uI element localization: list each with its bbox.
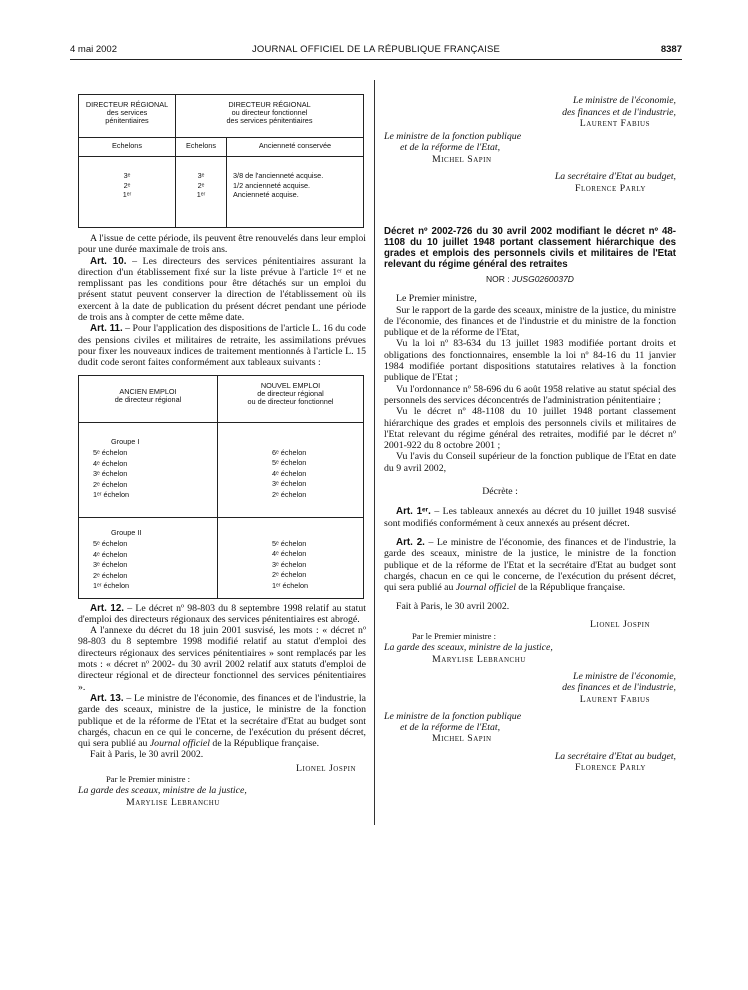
col-old-echelons xyxy=(79,157,176,228)
table2-header-1 xyxy=(79,375,218,422)
group-label: Groupe II xyxy=(111,527,142,537)
cell: 4ᵉ échelon xyxy=(272,468,307,478)
cell: 1ᵉʳ échelon xyxy=(93,490,130,500)
th-line: DIRECTEUR RÉGIONAL xyxy=(228,100,311,109)
cell: 4ᵉ échelon xyxy=(93,549,128,559)
cell: 6ᵉ échelon xyxy=(272,447,307,457)
fp-title: et de la réforme de l'Etat, xyxy=(400,142,501,153)
bud-title: La secrétaire d'Etat au budget, xyxy=(554,750,676,762)
article-label: Art. 13. xyxy=(90,692,124,704)
th-line: ou directeur fonctionnel xyxy=(231,108,308,117)
cell: 5ᵉ échelon xyxy=(272,538,307,548)
th-line: ANCIEN EMPLOI xyxy=(119,386,177,396)
cell: 1ᵉʳ échelon xyxy=(93,581,130,591)
col-new-echelons xyxy=(176,157,227,228)
th-line: pénitentiaires xyxy=(105,116,149,125)
article-12 xyxy=(78,603,366,626)
right-top-signatures xyxy=(384,95,676,194)
th-line: DIRECTEUR RÉGIONAL xyxy=(85,100,169,109)
group-label: Groupe I xyxy=(111,436,140,446)
bud-name: Florence Parly xyxy=(575,182,646,194)
cell: 1ᵉʳ xyxy=(122,190,132,199)
paragraph: A l'issue de cette période, ils peuvent être renouvelés dans leur emploi pour une durée maximale de trois ans. xyxy=(78,233,366,256)
table1-header-2 xyxy=(176,95,364,138)
article-text: – Les tableaux annexés au décret du 10 juillet 1948 susvisé sont modifiés conformément à ceux annexés au présent décret. xyxy=(384,506,676,529)
cell: 2ᵉ xyxy=(197,180,205,190)
fait-a-paris: Fait à Paris, le 30 avril 2002. xyxy=(90,749,204,761)
col-anciennete xyxy=(227,157,364,228)
article-text: – Pour l'application des dispositions de l'article L. 16 du code des pensions civiles et militaires de retraite, les assimilations prévues pour fixer les nouveaux indices de traitement mentionnés à l'article L. 15 dudit code seront faites conformément aux tableaux suivants : xyxy=(78,323,366,369)
bud-title: La secrétaire d'Etat au budget, xyxy=(554,171,676,182)
cell: 5ᵉ échelon xyxy=(93,539,128,549)
th-echelons: Echelons xyxy=(79,138,176,157)
decret-title: Décret nº 2002-726 du 30 avril 2002 modifiant le décret nº 48-1108 du 10 juillet 1948 portant classement hiérarchique des grades et emplois des personnels civils et militaires de l'Etat relevant du régime général des retraites xyxy=(384,226,676,270)
article-13 xyxy=(78,693,366,749)
bud-name: Florence Parly xyxy=(575,761,646,773)
cell: 5ᵉ échelon xyxy=(93,448,128,458)
par-le-premier-ministre: Par le Premier ministre : xyxy=(106,774,191,785)
visa: Vu l'ordonnance nº 58-696 du 6 août 1958 relative au statut spécial des personnels des services déconcentrés de l'administration pénitentiaire ; xyxy=(384,383,676,406)
eco-name: Laurent Fabius xyxy=(579,118,650,129)
cell: 3ᵉ échelon xyxy=(272,559,307,569)
decret-block xyxy=(384,226,676,773)
paragraph-annexe: A l'annexe du décret du 18 juin 2001 susvisé, les mots : « décret nº 98-803 du 8 septembre 1998 modifié relatif au statut d'emploi des directeurs régionaux des services pénitentiaires » sont remplacés par les mots : « décret nº 2002- du 30 avril 2002 relatif aux statuts d'emploi de directeur régional et de directeur fonctionnel des services pénitentiaires ». xyxy=(78,625,366,693)
article-10 xyxy=(78,256,366,324)
eco-name: Laurent Fabius xyxy=(579,693,650,705)
th-line: ou de directeur fonctionnel xyxy=(247,396,334,406)
article-1 xyxy=(384,506,676,529)
cell: 1/2 ancienneté acquise. xyxy=(233,180,311,190)
premier-ministre: Le Premier ministre, xyxy=(396,293,477,305)
article-text: de la République française. xyxy=(515,582,626,594)
eco-title: des finances et de l'industrie, xyxy=(562,682,676,694)
cell: Ancienneté acquise. xyxy=(233,190,299,199)
th-line: des services pénitentiaires xyxy=(226,116,313,125)
article-11 xyxy=(78,323,366,368)
garde-title: La garde des sceaux, ministre de la justice, xyxy=(384,642,553,654)
cell: 2ᵉ échelon xyxy=(93,570,128,580)
cell: 1ᵉʳ xyxy=(196,190,206,199)
journal-title: JOURNAL OFFICIEL DE LA RÉPUBLIQUE FRANÇAISE xyxy=(251,44,501,55)
article-label: Art. 10. xyxy=(90,255,127,267)
cell: 2ᵉ xyxy=(123,180,131,190)
cell: 3ᵉ échelon xyxy=(272,479,307,489)
article-2 xyxy=(384,537,676,593)
journal-officiel: Journal officiel xyxy=(455,582,516,594)
cell: 2ᵉ échelon xyxy=(93,479,128,489)
visa: Sur le rapport de la garde des sceaux, ministre de la justice, du ministre de l'économie, des finances et de l'industrie et du ministre de la fonction publique et de la réforme de l'Etat, xyxy=(384,304,676,339)
cell: 3ᵉ échelon xyxy=(93,560,128,570)
th-line: NOUVEL EMPLOI xyxy=(260,380,321,390)
fp-name: Michel Sapin xyxy=(432,153,492,165)
cell: 5ᵉ échelon xyxy=(272,458,307,468)
group1-old xyxy=(79,422,218,517)
eco-title: Le ministre de l'économie, xyxy=(573,670,676,682)
group2-old xyxy=(79,517,218,598)
nor-label: NOR : xyxy=(486,274,513,284)
eco-title: des finances et de l'industrie, xyxy=(562,106,676,118)
th-echelons: Echelons xyxy=(176,138,227,157)
cell: 3ᵉ échelon xyxy=(93,469,128,479)
group2-new xyxy=(218,517,364,598)
cell: 2ᵉ échelon xyxy=(272,489,307,499)
article-text: – Le décret nº 98-803 du 8 septembre 1998 relatif au statut d'emploi des directeurs régionaux des services pénitentiaires est abrogé. xyxy=(78,602,366,625)
group1-new xyxy=(218,422,364,517)
left-column xyxy=(78,94,366,808)
visa: Vu la loi nº 83-634 du 13 juillet 1983 modifiée portant droits et obligations des fonctionnaires, ensemble la loi nº 84-16 du 11 janvier 1984 modifiée portant dispositions statutaires relatives à la fonction publique de l'Etat ; xyxy=(384,338,676,384)
cell: 4ᵉ échelon xyxy=(272,549,307,559)
fait-a-paris: Fait à Paris, le 30 avril 2002. xyxy=(396,601,510,613)
th-line: de directeur régional xyxy=(114,394,182,404)
journal-officiel: Journal officiel xyxy=(149,738,210,750)
fp-name: Michel Sapin xyxy=(432,733,492,745)
article-label: Art. 12. xyxy=(90,602,124,614)
article-label: Art. 11. xyxy=(90,323,123,335)
article-text: – Le ministre de l'économie, des finances et de l'industrie, la garde des sceaux, ministre de la justice, le ministre de la fonction publique et de la réforme de l'Etat et la secrétaire d'Etat au budget sont chargés, chacun en ce qui le concerne, de l'exécution du présent décret, qui sera publié au xyxy=(384,536,677,594)
nor-code: JUSG0260037D xyxy=(512,274,574,284)
article-text: de la République française. xyxy=(209,738,320,750)
table-groupes xyxy=(78,375,364,599)
cell: 1ᵉʳ échelon xyxy=(272,580,309,590)
article-label: Art. 2. xyxy=(396,536,425,548)
fp-title: et de la réforme de l'Etat, xyxy=(400,722,501,734)
decrete: Décrète : xyxy=(482,486,518,498)
nor-line xyxy=(384,274,676,285)
cell: 2ᵉ échelon xyxy=(272,570,307,580)
table2-header-2 xyxy=(218,375,364,422)
fp-title: Le ministre de la fonction publique xyxy=(384,710,522,722)
garde-name: Marylise Lebranchu xyxy=(126,796,220,808)
table1-header-1 xyxy=(79,95,176,138)
visa: Vu le décret nº 48-1108 du 10 juillet 1948 portant classement hiérarchique des grades et emplois des personnels civils et militaires de l'Etat relevant du régime général des retraites, modifié par le décret nº 2001-922 du 8 octobre 2001 ; xyxy=(384,406,676,452)
th-line: de directeur régional xyxy=(257,388,324,398)
column-divider xyxy=(374,80,375,825)
article-text: – Le ministre de l'économie, des finances et de l'industrie, la garde des sceaux, ministre de la justice, le ministre de la fonction publique et de la réforme de l'Etat et la secrétaire d'Etat au budget sont chargés, chacun en ce qui le concerne, de l'exécution du présent décret, qui sera publié au xyxy=(78,692,366,750)
th-anciennete: Ancienneté conservée xyxy=(227,138,364,157)
page-header xyxy=(70,44,682,58)
garde-title: La garde des sceaux, ministre de la justice, xyxy=(78,785,247,797)
garde-name: Marylise Lebranchu xyxy=(432,653,526,665)
table-echelons xyxy=(78,94,364,228)
par-le-premier-ministre: Par le Premier ministre : xyxy=(412,631,497,642)
header-rule xyxy=(70,59,682,60)
signature-pm: Lionel Jospin xyxy=(590,618,650,630)
signature-pm: Lionel Jospin xyxy=(296,762,356,774)
cell: 3ᵉ xyxy=(197,171,205,180)
cell: 3ᵉ xyxy=(123,171,131,180)
page-number: 8387 xyxy=(660,44,682,55)
visa: Vu l'avis du Conseil supérieur de la fonction publique de l'Etat en date du 9 avril 2002, xyxy=(384,451,676,474)
header-date: 4 mai 2002 xyxy=(70,44,118,55)
cell: 3/8 de l'ancienneté acquise. xyxy=(233,171,324,180)
eco-title: Le ministre de l'économie, xyxy=(573,95,676,106)
th-line: des services xyxy=(106,108,148,117)
article-label: Art. 1ᵉʳ. xyxy=(396,506,431,518)
fp-title: Le ministre de la fonction publique xyxy=(384,130,522,142)
article-text: – Les directeurs des services pénitentiaires assurant la direction d'un établissement fixé sur la liste prévue à l'article 1ᵉʳ et ne remplissant pas les conditions pour être détachés sur un emploi du présent statut peuvent conserver la direction de l'établissement où ils exercent à la date de publication du présent décret pendant une période de trois ans à compter de cette même date. xyxy=(78,255,366,324)
cell: 4ᵉ échelon xyxy=(93,458,128,468)
